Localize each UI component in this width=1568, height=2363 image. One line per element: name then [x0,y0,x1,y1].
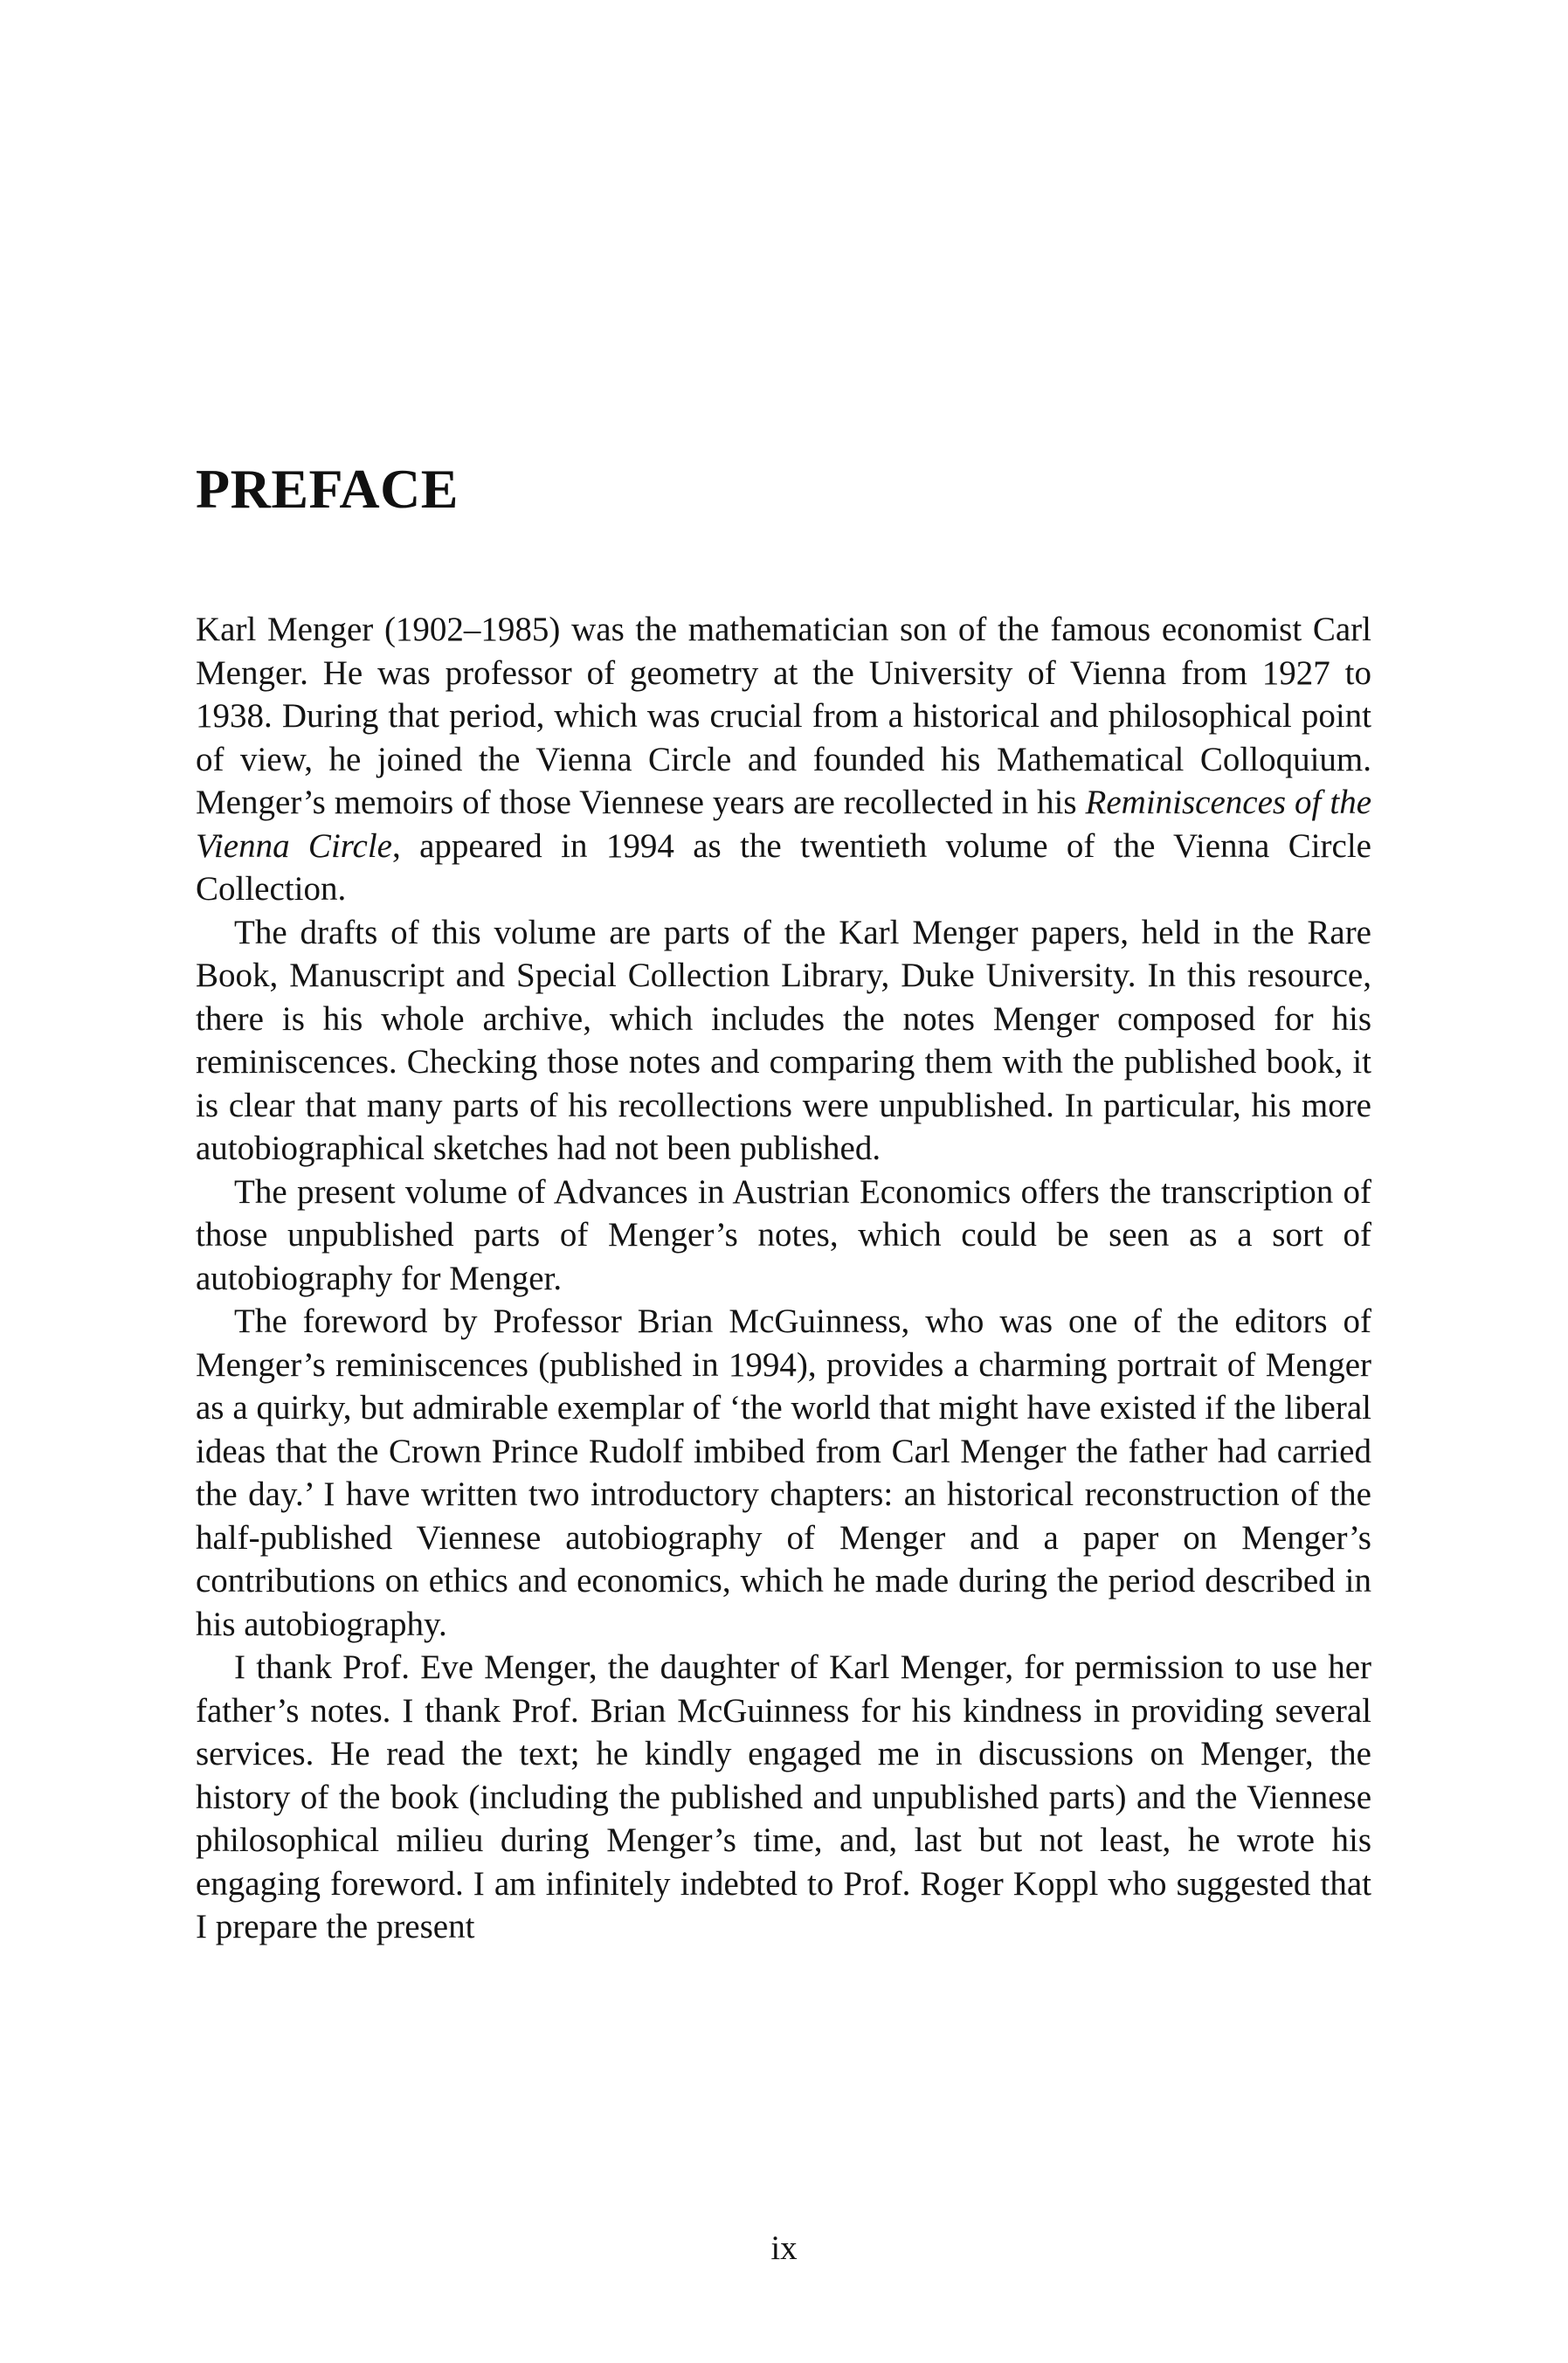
page-title: PREFACE [196,458,459,520]
book-title-italic: Reminiscences of the Vienna Circle [196,784,1372,865]
preface-body [196,608,1371,1949]
paragraph-4: The foreword by Professor Brian McGuinness, who was one of the editors of Menger’s reminiscences (published in 1994), provides a charming portrait of Menger as a quirky, but admirable exemplar of ‘the world that might have existed if the liberal ideas that the Crown Prince Rudolf imbibed from Carl Menger the father had carried the day.’ I have written two introductory chapters: an historical reconstruction of the half-published Viennese autobiography of Menger and a paper on Menger’s contributions on ethics and economics, which he made during the period described in his autobiography. [196,1302,1371,1643]
page-number: ix [770,2229,798,2267]
paragraph-3: The present volume of Advances in Austrian Economics offers the transcription of those unpublished parts of Menger’s notes, which could be seen as a sort of autobiography for Menger. [196,1172,1371,1297]
paragraph-1 [196,608,1371,911]
paragraph-2: The drafts of this volume are parts of the Karl Menger papers, held in the Rare Book, Manuscript and Special Collection Library, Duke University. In this resource, there is his whole archive, which includes the notes Menger composed for his reminiscences. Checking those notes and comparing them with the published book, it is clear that many parts of his recollections were unpublished. In particular, his more autobiographical sketches had not been published. [196,913,1371,1167]
paragraph-5: I thank Prof. Eve Menger, the daughter of Karl Menger, for permission to use her father’s notes. I thank Prof. Brian McGuinness for his kindness in providing several services. He read the text; he kindly engaged me in discussions on Menger, the history of the book (including the published and unpublished parts) and the Viennese philosophical milieu during Menger’s time, and, last but not least, he wrote his engaging foreword. I am infinitely indebted to Prof. Roger Koppl who suggested that I prepare the present [196,1648,1371,1945]
paragraph-1-text-start: Karl Menger (1902–1985) was the mathematician son of the famous economist Carl Menger. He was professor of geometry at the University of Vienna from 1927 to 1938. During that period, which was crucial from a historical and philosophical point of view, he joined the Vienna Circle and founded his Mathematical Colloquium. Menger’s memoirs of those Viennese years are recollected in his [196,611,1371,821]
paragraph-1-text-end: , appeared in 1994 as the twentieth volume of the Vienna Circle Collection. [196,826,1371,908]
